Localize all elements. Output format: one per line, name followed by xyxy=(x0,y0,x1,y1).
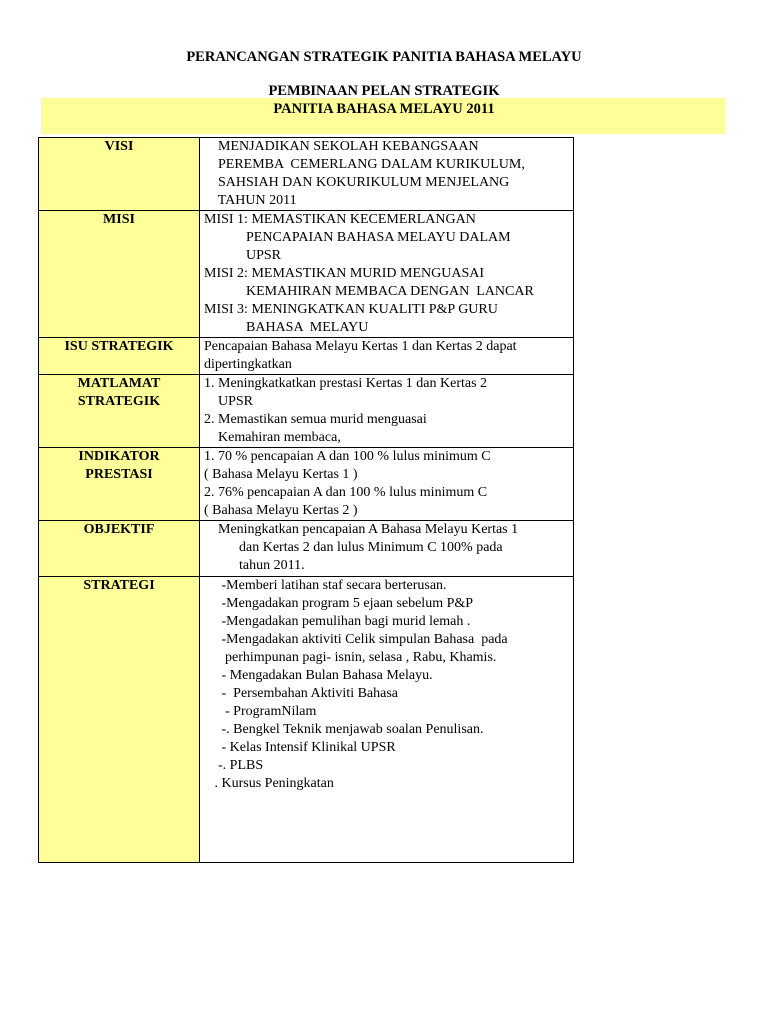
row-strategi xyxy=(39,577,574,863)
row-visi xyxy=(39,138,574,211)
row-label-visi xyxy=(39,138,200,211)
row-content-line: 2. 76% pencapaian A dan 100 % lulus minimum C xyxy=(204,485,488,500)
row-content-line: Pencapaian Bahasa Melayu Kertas 1 dan Kertas 2 dapat xyxy=(204,339,517,354)
row-label-text: PRESTASI xyxy=(85,467,153,482)
page-title: PERANCANGAN STRATEGIK PANITIA BAHASA MELAYU xyxy=(186,49,582,65)
row-content-line: PENCAPAIAN BAHASA MELAYU DALAM xyxy=(204,230,511,245)
row-label-objektif xyxy=(39,521,200,577)
row-content-line: MISI 1: MEMASTIKAN KECEMERLANGAN xyxy=(204,212,476,227)
row-content-line: - Persembahan Aktiviti Bahasa xyxy=(204,686,399,701)
row-content-line: -. Bengkel Teknik menjawab soalan Penulisan. xyxy=(204,722,484,737)
row-content-line: perhimpunan pagi- isnin, selasa , Rabu, Khamis. xyxy=(204,650,497,665)
row-label-matlamat-strategik xyxy=(39,375,200,448)
row-label-text: ISU STRATEGIK xyxy=(64,339,174,354)
row-label-text: OBJEKTIF xyxy=(83,522,155,537)
page-subtitle-year: PANITIA BAHASA MELAYU 2011 xyxy=(273,101,495,117)
row-content-strategi xyxy=(200,577,574,863)
row-content-line: - Mengadakan Bulan Bahasa Melayu. xyxy=(204,668,433,683)
row-label-isu-strategik xyxy=(39,338,200,375)
row-matlamat-strategik xyxy=(39,375,574,448)
row-label-misi xyxy=(39,211,200,338)
page-subtitle: PEMBINAAN PELAN STRATEGIK xyxy=(268,83,500,99)
row-content-line: -Mengadakan program 5 ejaan sebelum P&P xyxy=(204,596,474,611)
row-content-line: 2. Memastikan semua murid menguasai xyxy=(204,412,427,427)
row-content-line: ( Bahasa Melayu Kertas 1 ) xyxy=(204,467,358,482)
row-content-visi xyxy=(200,138,574,211)
row-content-line: 1. 70 % pencapaian A dan 100 % lulus minimum C xyxy=(204,449,491,464)
row-label-text: MISI xyxy=(103,212,135,227)
row-content-line: TAHUN 2011 xyxy=(204,193,297,208)
row-content-line: Kemahiran membaca, xyxy=(204,430,341,445)
row-content-line: MISI 2: MEMASTIKAN MURID MENGUASAI xyxy=(204,266,485,281)
row-label-text: STRATEGI xyxy=(83,578,155,593)
row-content-line: SAHSIAH DAN KOKURIKULUM MENJELANG xyxy=(204,175,510,190)
row-content-line: - Kelas Intensif Klinikal UPSR xyxy=(204,740,396,755)
row-content-matlamat-strategik xyxy=(200,375,574,448)
row-label-text: VISI xyxy=(104,139,134,154)
row-objektif xyxy=(39,521,574,577)
row-misi xyxy=(39,211,574,338)
row-content-line: -Mengadakan aktiviti Celik simpulan Bahasa pada xyxy=(204,632,508,647)
row-content-isu-strategik xyxy=(200,338,574,375)
row-label-text: MATLAMAT xyxy=(77,376,161,391)
row-content-line: -Memberi latihan staf secara berterusan. xyxy=(204,578,447,593)
row-content-line: . Kursus Peningkatan xyxy=(204,776,334,791)
row-content-line: KEMAHIRAN MEMBACA DENGAN LANCAR xyxy=(204,284,534,299)
row-label-text: STRATEGIK xyxy=(77,394,161,409)
row-content-line: BAHASA MELAYU xyxy=(204,320,369,335)
row-content-line: dipertingkatkan xyxy=(204,357,292,372)
row-content-line: - ProgramNilam xyxy=(204,704,317,719)
row-content-line: MENJADIKAN SEKOLAH KEBANGSAAN xyxy=(204,139,479,154)
row-content-line: PEREMBA CEMERLANG DALAM KURIKULUM, xyxy=(204,157,525,172)
row-indikator-prestasi xyxy=(39,448,574,521)
row-isu-strategik xyxy=(39,338,574,375)
row-content-line: Meningkatkan pencapaian A Bahasa Melayu Kertas 1 xyxy=(204,522,519,537)
row-content-line: UPSR xyxy=(204,248,282,263)
row-content-misi xyxy=(200,211,574,338)
row-content-line: 1. Meningkatkatkan prestasi Kertas 1 dan Kertas 2 xyxy=(204,376,488,391)
row-content-line: ( Bahasa Melayu Kertas 2 ) xyxy=(204,503,358,518)
row-content-objektif xyxy=(200,521,574,577)
row-label-indikator-prestasi xyxy=(39,448,200,521)
row-content-line: tahun 2011. xyxy=(204,558,305,573)
row-label-strategi xyxy=(39,577,200,863)
row-content-line: dan Kertas 2 dan lulus Minimum C 100% pada xyxy=(204,540,503,555)
strategic-plan-table xyxy=(38,137,574,863)
row-label-text: INDIKATOR xyxy=(78,449,160,464)
row-content-line: -Mengadakan pemulihan bagi murid lemah . xyxy=(204,614,471,629)
row-content-line: MISI 3: MENINGKATKAN KUALITI P&P GURU xyxy=(204,302,498,317)
row-content-line: -. PLBS xyxy=(204,758,264,773)
row-content-line: UPSR xyxy=(204,394,254,409)
row-content-indikator-prestasi xyxy=(200,448,574,521)
